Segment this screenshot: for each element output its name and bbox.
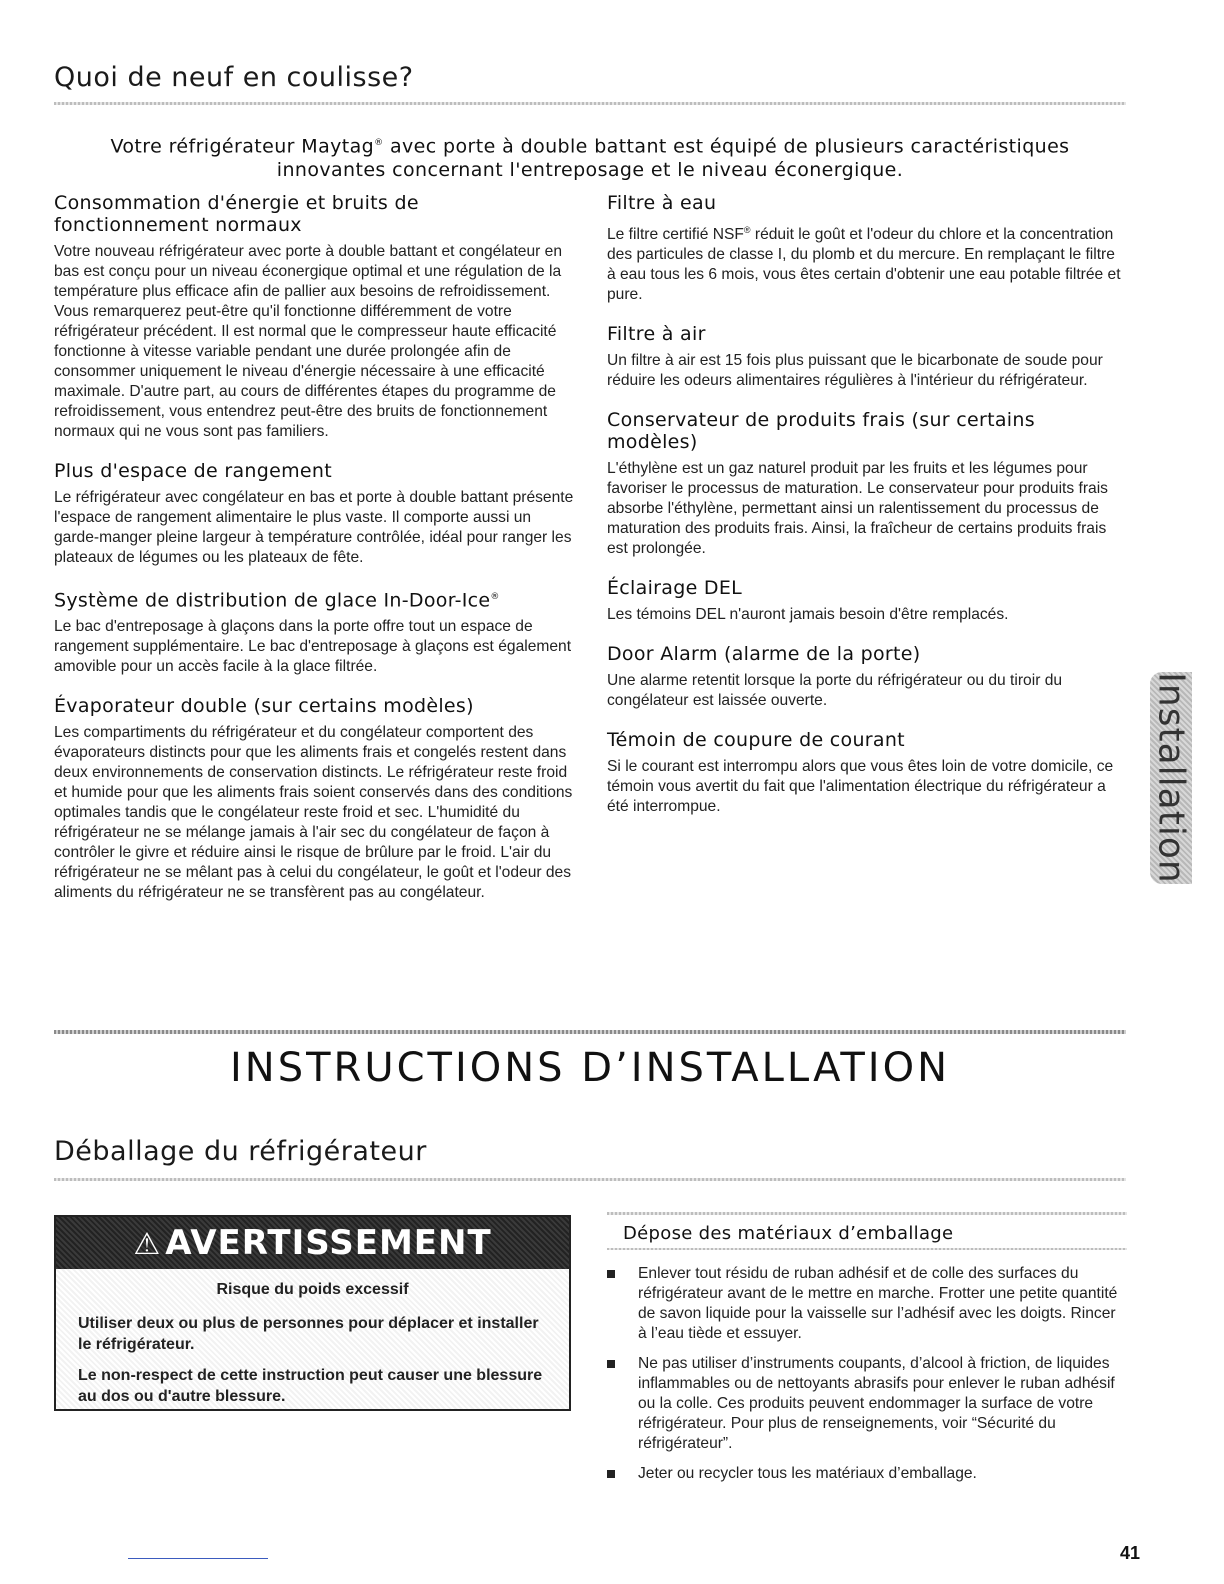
section-heading: Door Alarm (alarme de la porte) [607, 643, 921, 666]
section-heading: Filtre à air [607, 323, 706, 346]
page-number: 41 [1120, 1543, 1141, 1563]
section-energy [54, 192, 574, 442]
section-heading: Conservateur de produits frais (sur certains modèles) [607, 409, 1035, 454]
section-heading: Témoin de coupure de courant [607, 729, 905, 752]
removal-list [607, 1264, 1127, 1484]
list-item: Enlever tout résidu de ruban adhésif et de colle des surfaces du réfrigérateur avant de le mettre en marche. Frotter une petite quantité de savon liquide pour la vaisselle sur l’adhésif avec les doigts. Rincer à l’eau tiède et essuyer. [607, 1264, 1127, 1344]
right-column [607, 192, 1127, 835]
list-item: Ne pas utiliser d’instruments coupants, d’alcool à friction, de liquides inflammables ou de nettoyants abrasifs pour enlever le ruban adhésif ou la colle. Ces produits peuvent endommager la surface de votre réfrigérateur. Pour plus de renseignements, voir “Sécurité du réfrigérateur”. [607, 1354, 1127, 1454]
warning-title: Risque du poids excessif [216, 1281, 409, 1298]
removal-bottom-rule [607, 1248, 1127, 1250]
section-power-outage [607, 729, 1127, 817]
page-title: Quoi de neuf en coulisse? [54, 62, 414, 93]
bullet-square-icon [607, 1270, 615, 1278]
section-heading: Plus d'espace de rangement [54, 460, 332, 482]
warning-line: Utiliser deux ou plus de personnes pour déplacer et installer le réfrigérateur. [78, 1315, 539, 1353]
section-heading: Filtre à eau [607, 192, 717, 214]
section-storage [54, 460, 574, 568]
section-air-filter [607, 323, 1127, 391]
removal-top-rule [607, 1212, 1127, 1215]
warning-body [56, 1269, 569, 1427]
warning-line: Le non-respect de cette instruction peut causer une blessure au dos ou d'autre blessure. [78, 1367, 543, 1405]
section-produce-preserver [607, 409, 1127, 559]
section-body: Le réfrigérateur avec congélateur en bas et porte à double battant présente l'espace de rangement alimentaire le plus vaste. Il comporte aussi un garde-manger pleine largeur à température contrôlée, idéal pour ranger les plateaux de légumes ou les plateaux de fête. [54, 489, 574, 566]
section-heading: Évaporateur double (sur certains modèles) [54, 695, 474, 718]
section-ice [54, 586, 574, 677]
warning-triangle-icon: ⚠ [133, 1227, 162, 1262]
section-water-filter [607, 192, 1127, 305]
section-heading: Système de distribution de glace In-Door-Ice® [54, 589, 500, 612]
section-heading: Consommation d'énergie et bruits de fonctionnement normaux [54, 192, 419, 236]
removal-section [607, 1212, 1127, 1494]
left-column [54, 192, 574, 921]
section-body: Les témoins DEL n'auront jamais besoin d'être remplacés. [607, 606, 1009, 624]
section-body: Le bac d'entreposage à glaçons dans la porte offre tout un espace de rangement supplémentaire. Le bac d'entreposage à glaçons est également amovible pour un accès facile à la glace filtrée. [54, 618, 572, 676]
section-body: Le filtre certifié NSF® réduit le goût et l'odeur du chlore et la concentration des particules de classe I, du plomb et du mercure. En remplaçant le filtre à eau tous les 6 mois, vous êtes certain d'obtenir une eau potable filtrée et pure. [607, 225, 1121, 304]
footer-line [128, 1558, 268, 1559]
installation-side-tab [1150, 672, 1192, 884]
section-body: Si le courant est interrompu alors que vous êtes loin de votre domicile, ce témoin vous avertit du fait que l'alimentation électrique du réfrigérateur a été interrompue. [607, 758, 1114, 816]
section-door-alarm [607, 643, 1127, 711]
header-rule [54, 102, 1126, 105]
bullet-square-icon [607, 1360, 615, 1368]
section-body: Une alarme retentit lorsque la porte du réfrigérateur ou du tiroir du congélateur est laissée ouverte. [607, 672, 1063, 710]
removal-heading: Dépose des matériaux d’emballage [623, 1223, 954, 1244]
section-heading: Éclairage DEL [607, 577, 743, 600]
intro-text: Votre réfrigérateur Maytag® avec porte à double battant est équipé de plusieurs caractéristiques innovantes concernant l'entreposage et le niveau éconergique. [110, 135, 1070, 182]
install-title: INSTRUCTIONS D’INSTALLATION [230, 1045, 950, 1091]
unpacking-rule [54, 1178, 1126, 1181]
section-body: Votre nouveau réfrigérateur avec porte à double battant et congélateur en bas est conçu pour un niveau éconergique optimal et une régulation de la température plus efficace afin de pallier aux besoins de refroidissement. Vous remarquerez peut-être qu'il fonctionne différemment de votre réfrigérateur précédent. Il est normal que le compresseur haute efficacité fonctionne à vitesse variable pendant une durée prolongée afin de consommer uniquement le niveau d'énergie nécessaire à une efficacité maximale. D'autre part, au cours de différentes étapes du programme de refroidissement, vous entendrez peut-être des bruits de fonctionnement normaux qui ne vous sont pas familiers. [54, 243, 563, 440]
unpacking-title: Déballage du réfrigérateur [54, 1136, 427, 1167]
section-divider [54, 1030, 1126, 1034]
section-body: Un filtre à air est 15 fois plus puissant que le bicarbonate de soude pour réduire les odeurs alimentaires régulières à l'intérieur du réfrigérateur. [607, 352, 1103, 390]
warning-box [54, 1215, 571, 1411]
section-led [607, 577, 1127, 625]
side-tab-label: Installation [1150, 672, 1192, 884]
warning-label: AVERTISSEMENT [165, 1223, 492, 1263]
section-evaporator [54, 695, 574, 903]
section-body: Les compartiments du réfrigérateur et du congélateur comportent des évaporateurs distincts pour que les aliments frais et congelés restent dans deux environnements de conservation distincts. Le réfrigérateur reste froid et humide pour que les aliments frais soient conservés dans des conditions optimales tandis que le congélateur reste froid et sec. L'humidité du réfrigérateur ne se mélange jamais à l'air sec du congélateur de façon à contrôler le givre et réduire ainsi le risque de brûlure par le froid. L'air du réfrigérateur ne se mêlant pas à celui du congélateur, le goût et l'odeur des aliments du réfrigérateur ne se transfèrent pas au congélateur. [54, 724, 573, 902]
section-body: L'éthylène est un gaz naturel produit par les fruits et les légumes pour favoriser le processus de maturation. Le conservateur pour produits frais absorbe l'éthylène, permettant ainsi un ralentissement du processus de maturation des produits frais. Ainsi, la fraîcheur de certains produits frais est prolongée. [607, 460, 1108, 558]
list-item: Jeter ou recycler tous les matériaux d’emballage. [607, 1464, 1127, 1484]
bullet-square-icon [607, 1470, 615, 1478]
warning-header [56, 1217, 569, 1269]
